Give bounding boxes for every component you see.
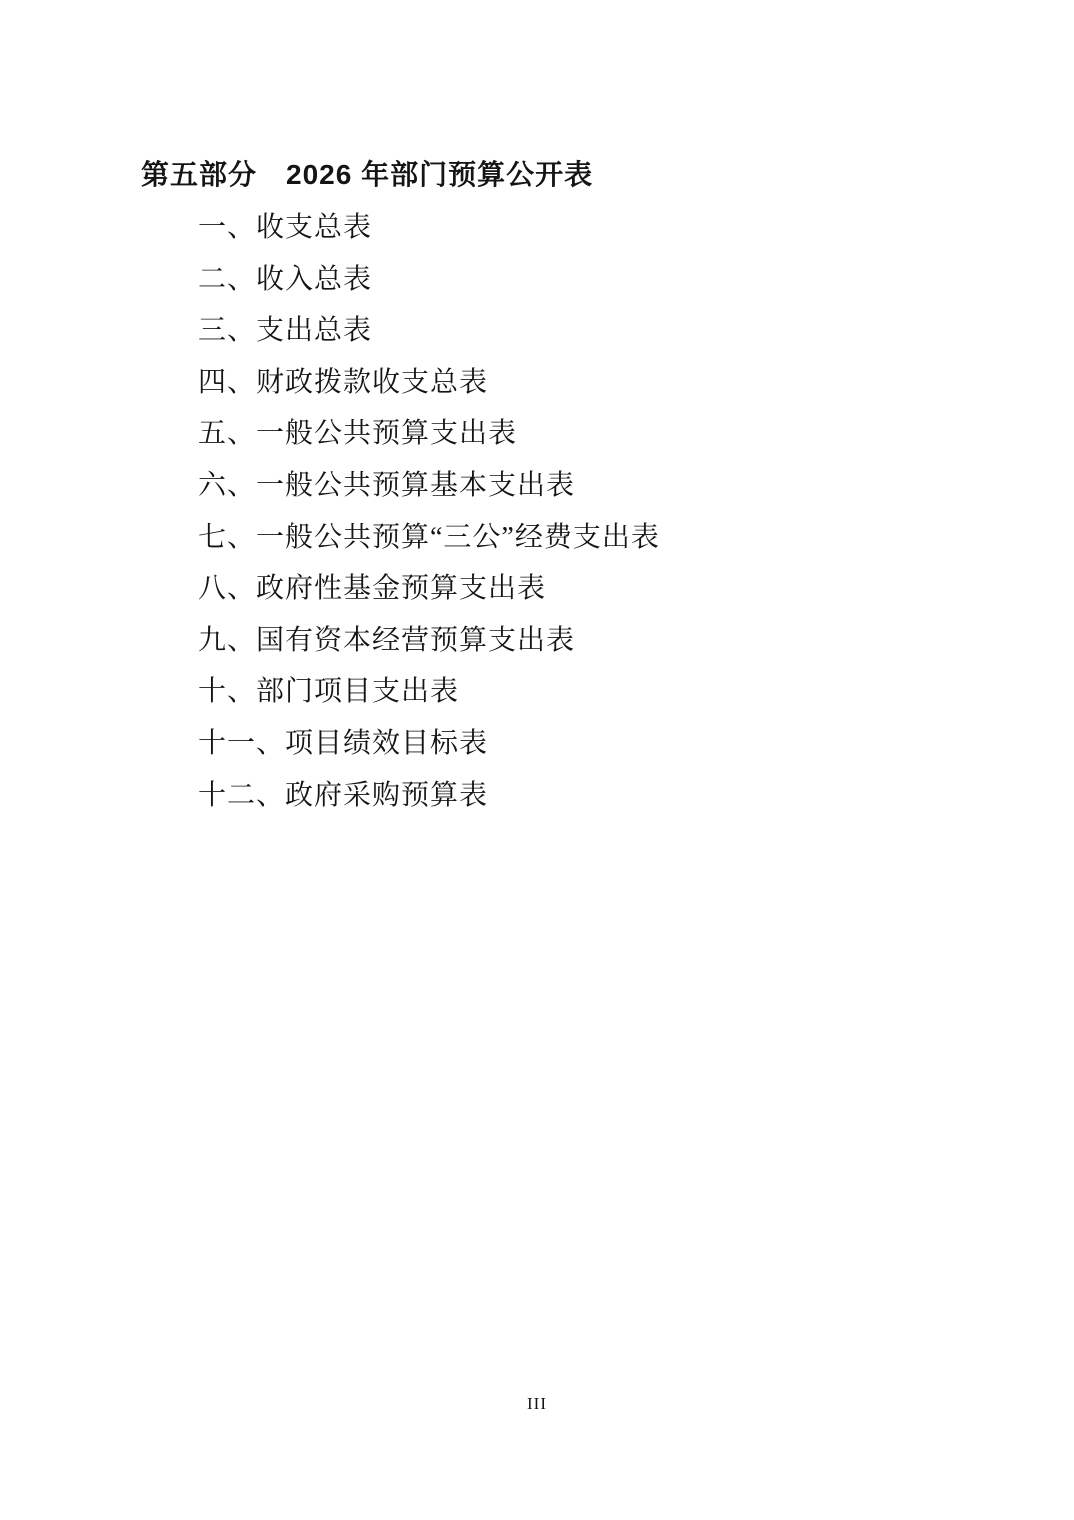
toc-list (198, 202, 1014, 821)
toc-item-1: 一、收支总表 (198, 212, 373, 243)
page-number: III (527, 1394, 547, 1413)
toc-item-7: 七、一般公共预算“三公”经费支出表 (198, 521, 660, 553)
toc-item-5: 五、一般公共预算支出表 (198, 418, 518, 450)
toc-item-6: 六、一般公共预算基本支出表 (198, 469, 576, 501)
toc-item-3: 三、支出总表 (198, 315, 373, 347)
section-title: 第五部分 2026 年部门预算公开表 (141, 159, 594, 190)
toc-item-2: 二、收入总表 (198, 263, 373, 295)
toc-item-10: 十、部门项目支出表 (198, 676, 460, 708)
toc-item-12: 十二、政府采购预算表 (198, 779, 489, 811)
toc-item-11: 十一、项目绩效目标表 (198, 727, 489, 759)
toc-item-8: 八、政府性基金预算支出表 (198, 573, 547, 605)
toc-item-4: 四、财政拨款收支总表 (198, 366, 489, 398)
toc-item-9: 九、国有资本经营预算支出表 (198, 624, 576, 656)
